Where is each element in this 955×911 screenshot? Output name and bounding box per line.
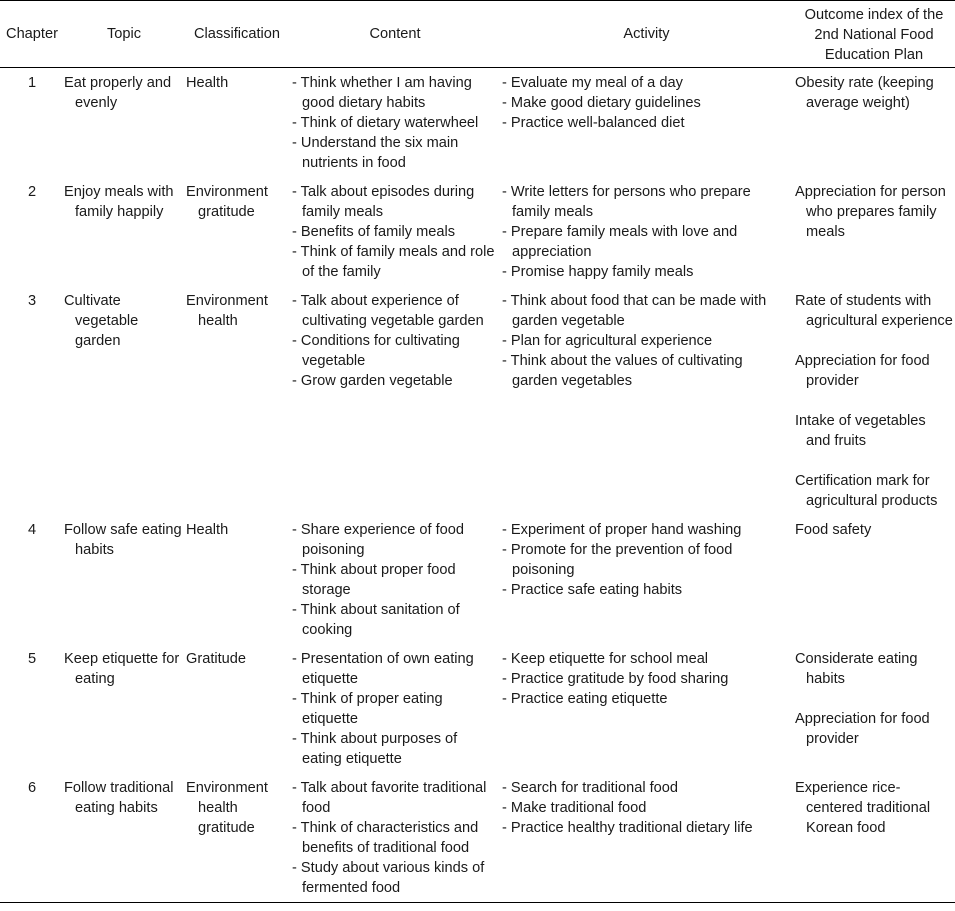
activity-item: - Search for traditional food <box>502 780 679 796</box>
content-item: - Understand the six main nutrients in food <box>292 135 459 171</box>
cell-classification <box>184 773 290 903</box>
content-item: - Share experience of food poisoning <box>292 522 464 558</box>
cell-activity <box>500 773 793 903</box>
cell-content <box>290 177 500 286</box>
content-item: - Benefits of family meals <box>292 224 456 240</box>
classification-item: Health <box>186 522 229 538</box>
cell-chapter: 4 <box>27 522 37 538</box>
content-item: - Talk about experience of cultivating vegetable garden <box>292 293 484 329</box>
classification-item: Environment <box>186 184 268 200</box>
cell-outcome <box>793 286 955 515</box>
activity-item-list <box>502 73 791 133</box>
content-item: - Presentation of own eating etiquette <box>292 651 474 687</box>
activity-item: - Think about food that can be made with garden vegetable <box>502 293 767 329</box>
activity-item-list <box>502 182 791 282</box>
content-item: - Think about proper food storage <box>292 562 456 598</box>
outcome-item: Appreciation for food provider <box>795 353 930 389</box>
content-item-list <box>292 778 498 898</box>
header-content: Content <box>369 26 421 42</box>
activity-item: - Practice gratitude by food sharing <box>502 671 729 687</box>
outcome-item: Appreciation for food provider <box>795 711 930 747</box>
table-body <box>0 68 955 903</box>
content-item: - Talk about favorite traditional food <box>292 780 487 816</box>
activity-item: - Evaluate my meal of a day <box>502 75 683 91</box>
header-row <box>0 1 955 68</box>
cell-chapter: 1 <box>27 75 37 91</box>
content-item-list <box>292 649 498 769</box>
activity-item: - Experiment of proper hand washing <box>502 522 742 538</box>
cell-classification <box>184 68 290 178</box>
outcome-item: Considerate eating habits <box>795 651 918 687</box>
table-row <box>0 286 955 515</box>
activity-item-list <box>502 649 791 709</box>
content-item: - Think of characteristics and benefits of traditional food <box>292 820 479 856</box>
cell-topic: Enjoy meals with family happily <box>64 184 174 220</box>
classification-item: Gratitude <box>186 651 247 667</box>
outcome-item: Appreciation for person who prepares family meals <box>795 184 946 240</box>
table-row <box>0 644 955 773</box>
cell-topic: Keep etiquette for eating <box>64 651 180 687</box>
table-row <box>0 515 955 644</box>
activity-item-list <box>502 291 791 391</box>
activity-item: - Prepare family meals with love and appreciation <box>502 224 738 260</box>
content-item: - Think whether I am having good dietary habits <box>292 75 472 111</box>
cell-classification <box>184 515 290 644</box>
outcome-item: Food safety <box>795 522 872 538</box>
header-activity: Activity <box>623 26 670 42</box>
cell-classification <box>184 286 290 515</box>
content-item: - Think about sanitation of cooking <box>292 602 460 638</box>
classification-item: Environment <box>186 780 268 796</box>
cell-outcome <box>793 644 955 773</box>
cell-topic: Follow traditional eating habits <box>64 780 174 816</box>
cell-classification <box>184 177 290 286</box>
cell-chapter: 6 <box>27 780 37 796</box>
activity-item: - Make traditional food <box>502 800 647 816</box>
cell-activity <box>500 68 793 178</box>
activity-item-list <box>502 778 791 838</box>
cell-content <box>290 68 500 178</box>
content-item: - Think of family meals and role of the family <box>292 244 495 280</box>
outcome-item: Rate of students with agricultural experience <box>795 293 953 329</box>
outcome-item: Obesity rate (keeping average weight) <box>795 75 934 111</box>
content-item: - Conditions for cultivating vegetable <box>292 333 460 369</box>
classification-item: gratitude <box>198 204 255 220</box>
classification-item: gratitude <box>198 820 255 836</box>
activity-item: - Plan for agricultural experience <box>502 333 713 349</box>
activity-item: - Promote for the prevention of food poisoning <box>502 542 733 578</box>
classification-item: Health <box>186 75 229 91</box>
table-row <box>0 177 955 286</box>
cell-topic: Cultivate vegetable garden <box>64 293 139 349</box>
cell-classification <box>184 644 290 773</box>
cell-outcome <box>793 773 955 903</box>
activity-item: - Practice eating etiquette <box>502 691 668 707</box>
cell-topic: Eat properly and evenly <box>64 75 172 111</box>
content-item: - Grow garden vegetable <box>292 373 453 389</box>
cell-activity <box>500 286 793 515</box>
cell-activity <box>500 515 793 644</box>
activity-item: - Practice well-balanced diet <box>502 115 685 131</box>
classification-item: health <box>198 800 238 816</box>
cell-content <box>290 515 500 644</box>
cell-chapter: 5 <box>27 651 37 667</box>
cell-chapter: 3 <box>27 293 37 309</box>
content-item: - Talk about episodes during family meals <box>292 184 475 220</box>
cell-outcome <box>793 68 955 178</box>
activity-item: - Keep etiquette for school meal <box>502 651 709 667</box>
outcome-item: Intake of vegetables and fruits <box>795 413 926 449</box>
content-item: - Think of proper eating etiquette <box>292 691 443 727</box>
classification-item: Environment <box>186 293 268 309</box>
cell-content <box>290 773 500 903</box>
header-outcome: Outcome index of the 2nd National Food Education Plan <box>804 7 944 63</box>
activity-item: - Think about the values of cultivating garden vegetables <box>502 353 743 389</box>
activity-item: - Promise happy family meals <box>502 264 694 280</box>
content-item-list <box>292 73 498 173</box>
content-item: - Think about purposes of eating etiquette <box>292 731 458 767</box>
activity-item: - Practice healthy traditional dietary life <box>502 820 753 836</box>
table-row <box>0 68 955 178</box>
activity-item-list <box>502 520 791 600</box>
content-item: - Think of dietary waterwheel <box>292 115 479 131</box>
cell-outcome <box>793 177 955 286</box>
header-classification: Classification <box>194 26 280 42</box>
activity-item: - Practice safe eating habits <box>502 582 683 598</box>
header-topic: Topic <box>106 26 142 42</box>
cell-activity <box>500 644 793 773</box>
activity-item: - Write letters for persons who prepare family meals <box>502 184 751 220</box>
outcome-item: Certification mark for agricultural products <box>795 473 938 509</box>
cell-chapter: 2 <box>27 184 37 200</box>
content-item-list <box>292 291 498 391</box>
outcome-item: Experience rice-centered traditional Korean food <box>795 780 931 836</box>
cell-outcome <box>793 515 955 644</box>
cell-content <box>290 286 500 515</box>
header-chapter: Chapter <box>6 26 58 42</box>
content-item-list <box>292 182 498 282</box>
content-item-list <box>292 520 498 640</box>
content-item: - Study about various kinds of fermented food <box>292 860 485 896</box>
cell-topic: Follow safe eating habits <box>64 522 182 558</box>
classification-item: health <box>198 313 238 329</box>
table-row <box>0 773 955 903</box>
cell-activity <box>500 177 793 286</box>
cell-content <box>290 644 500 773</box>
activity-item: - Make good dietary guidelines <box>502 95 701 111</box>
